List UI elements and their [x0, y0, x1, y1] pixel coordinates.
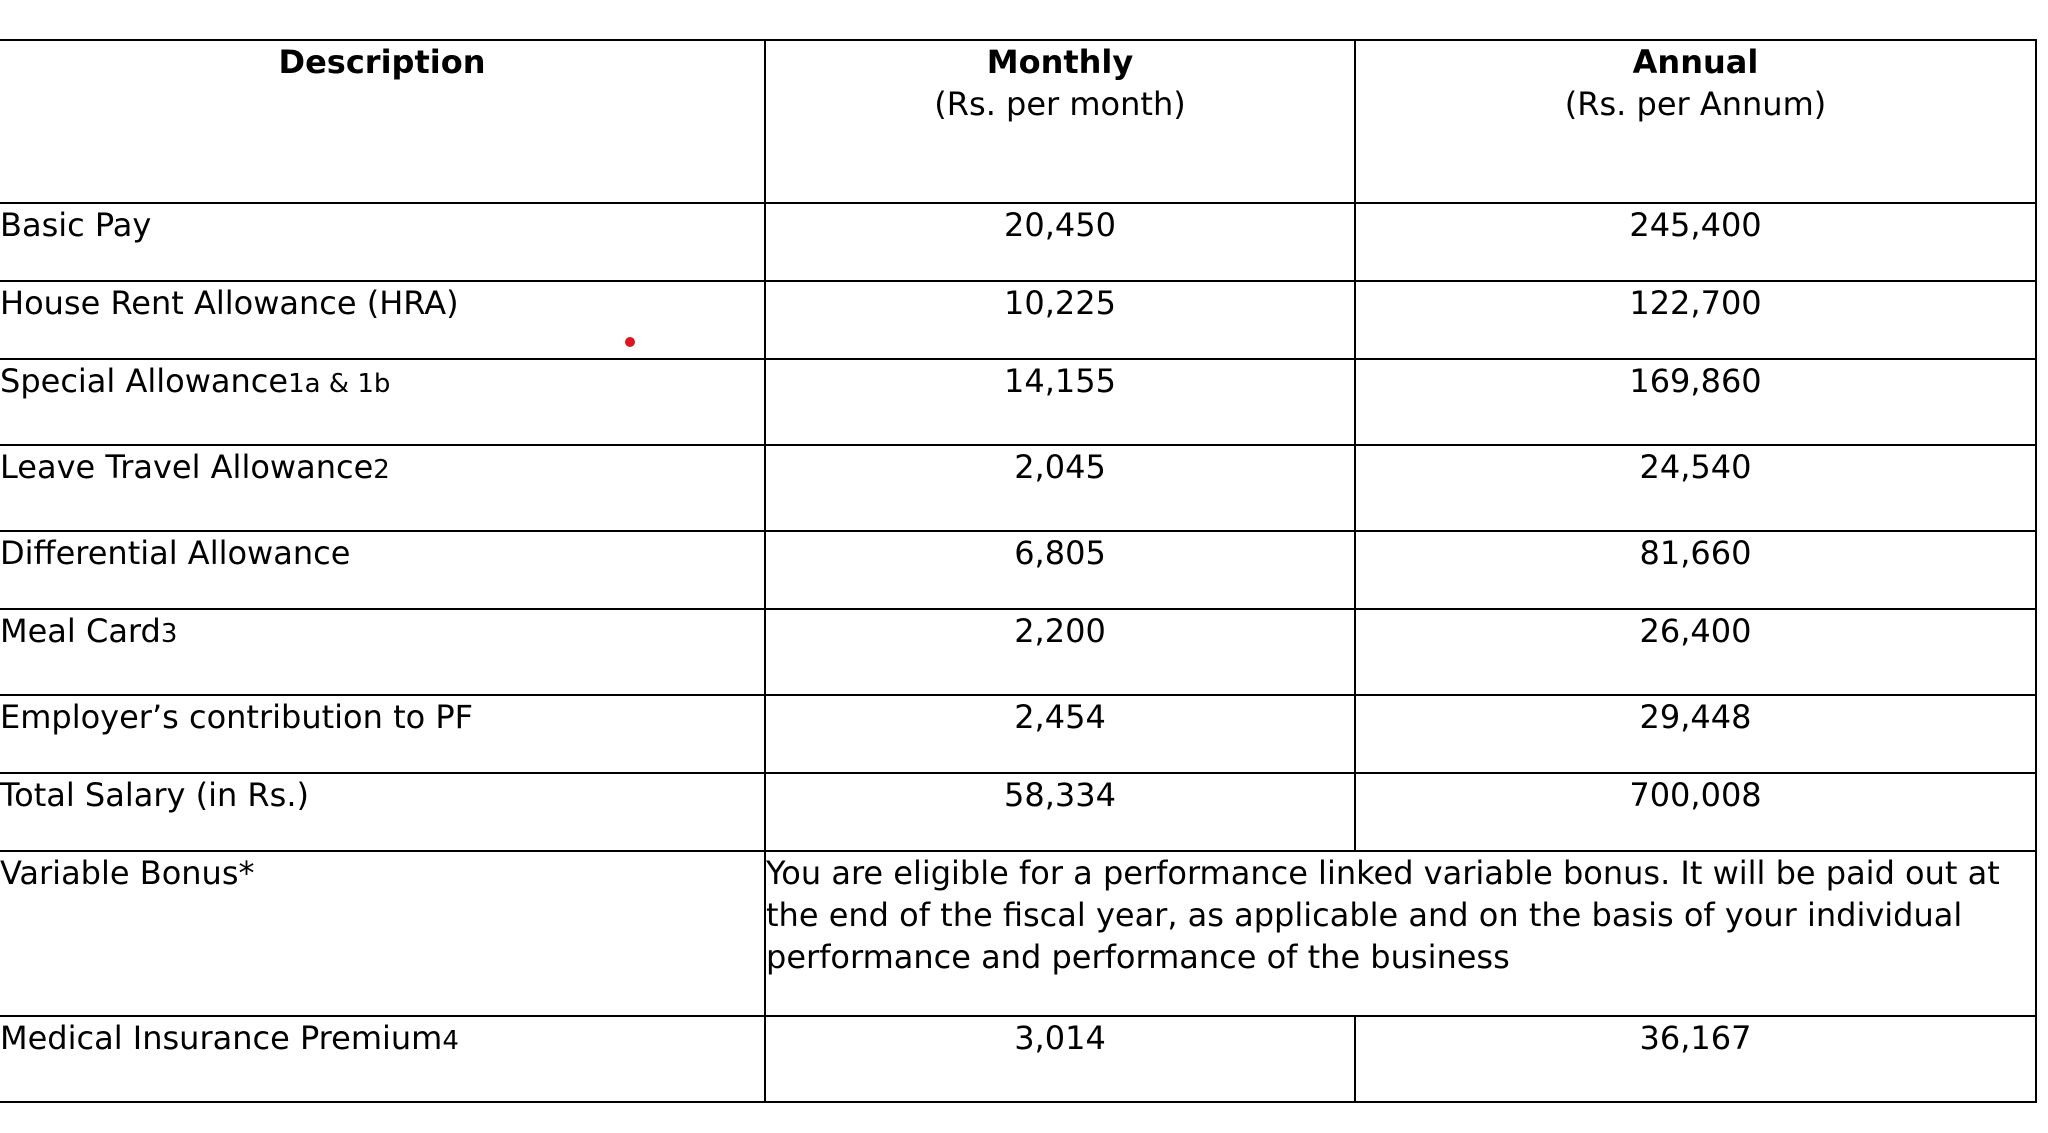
- row-label-text: Special Allowance: [0, 362, 289, 400]
- row-special-allowance: [0, 359, 2036, 445]
- header-description: [0, 40, 765, 203]
- row-label: [0, 609, 765, 695]
- row-total-salary: [0, 773, 2036, 851]
- row-leave-travel-allowance: [0, 445, 2036, 531]
- row-annual: 36,167: [1355, 1016, 2036, 1102]
- row-label: [0, 773, 765, 851]
- row-monthly: 20,450: [765, 203, 1355, 281]
- bonus-note: You are eligible for a performance linked variable bonus. It will be paid out at the end of the fiscal year, as applicable and on the basis of your individual performance and performance of the business: [765, 851, 2036, 1016]
- row-annual: 29,448: [1355, 695, 2036, 773]
- header-description-title: Description: [278, 43, 486, 81]
- row-label-text: Differential Allowance: [0, 534, 351, 572]
- row-label: [0, 359, 765, 445]
- row-label-text: Medical Insurance Premium: [0, 1019, 443, 1057]
- row-annual: 169,860: [1355, 359, 2036, 445]
- row-label: [0, 531, 765, 609]
- row-hra: [0, 281, 2036, 359]
- row-annual: 700,008: [1355, 773, 2036, 851]
- row-label: [0, 851, 765, 1016]
- row-monthly: 2,200: [765, 609, 1355, 695]
- table-header-row: [0, 40, 2036, 203]
- row-medical-insurance: [0, 1016, 2036, 1102]
- header-monthly-unit: (Rs. per month): [934, 85, 1186, 123]
- header-annual-unit: (Rs. per Annum): [1564, 85, 1827, 123]
- red-dot-marker: [625, 337, 635, 347]
- row-label: [0, 445, 765, 531]
- row-label-text: Variable Bonus*: [0, 854, 255, 892]
- header-annual: [1355, 40, 2036, 203]
- row-annual: 26,400: [1355, 609, 2036, 695]
- row-monthly: 58,334: [765, 773, 1355, 851]
- header-monthly: [765, 40, 1355, 203]
- row-label-text: Basic Pay: [0, 206, 152, 244]
- row-label-text: Employer’s contribution to PF: [0, 698, 474, 736]
- row-label: [0, 203, 765, 281]
- row-monthly: 2,045: [765, 445, 1355, 531]
- row-label-text: Total Salary (in Rs.): [0, 776, 309, 814]
- row-footnote: 4: [442, 1026, 459, 1056]
- row-label-text: Meal Card: [0, 612, 161, 650]
- row-label-text: Leave Travel Allowance: [0, 448, 374, 486]
- row-annual: 245,400: [1355, 203, 2036, 281]
- row-variable-bonus: [0, 851, 2036, 1016]
- header-monthly-title: Monthly: [986, 43, 1134, 81]
- row-footnote: 3: [160, 619, 178, 649]
- row-label: [0, 695, 765, 773]
- row-annual: 24,540: [1355, 445, 2036, 531]
- row-footnote: 1a & 1b: [288, 369, 391, 399]
- row-basic-pay: [0, 203, 2036, 281]
- header-annual-title: Annual: [1632, 43, 1759, 81]
- salary-table: [0, 39, 2037, 1103]
- row-employer-pf: [0, 695, 2036, 773]
- row-monthly: 2,454: [765, 695, 1355, 773]
- row-differential-allowance: [0, 531, 2036, 609]
- row-monthly: 6,805: [765, 531, 1355, 609]
- row-monthly: 3,014: [765, 1016, 1355, 1102]
- row-label-text: House Rent Allowance (HRA): [0, 284, 459, 322]
- row-label: [0, 281, 765, 359]
- row-monthly: 14,155: [765, 359, 1355, 445]
- row-meal-card: [0, 609, 2036, 695]
- row-footnote: 2: [373, 455, 390, 485]
- row-label: [0, 1016, 765, 1102]
- row-annual: 81,660: [1355, 531, 2036, 609]
- row-annual: 122,700: [1355, 281, 2036, 359]
- row-monthly: 10,225: [765, 281, 1355, 359]
